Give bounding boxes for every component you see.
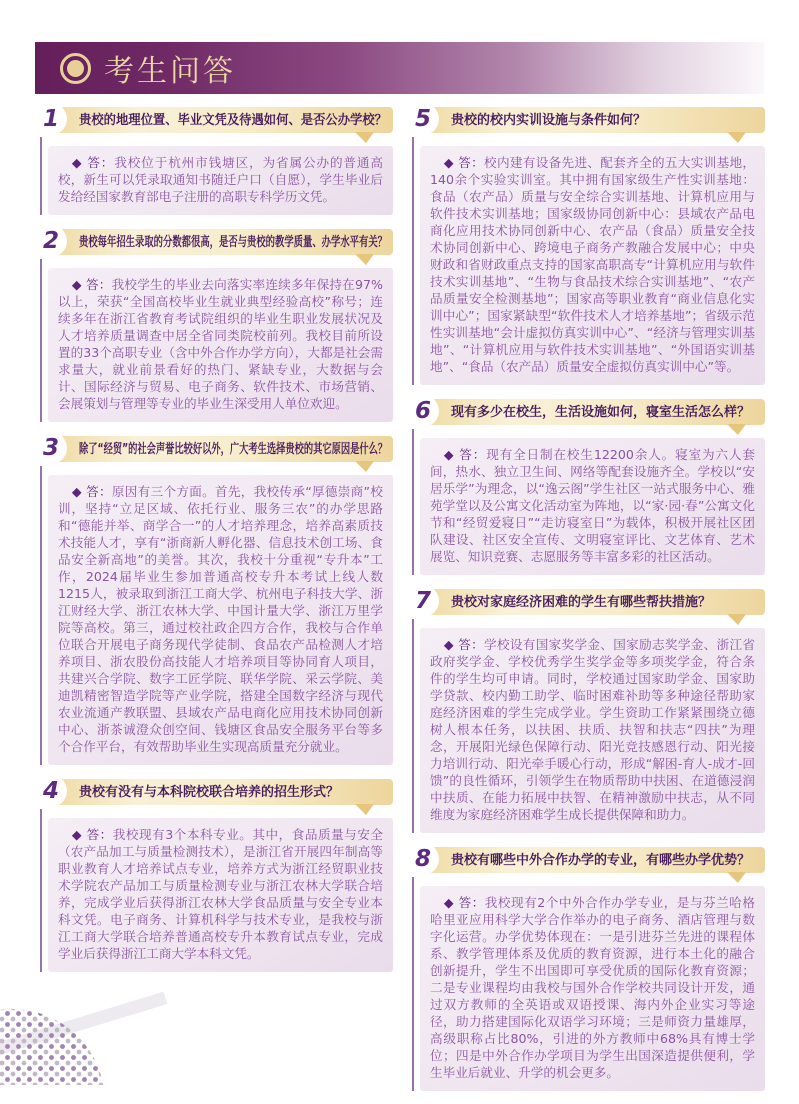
- answer-body: 我校现有2个中外合作办学专业，是与芬兰哈格哈里亚应用科学大学合作举办的电子商务、酒店管理与数字化运营。办学优势体现在：一是引进芬兰先进的课程体系、教学管理体系及优质的教育资源，进行本土化的融合创新提升，学生不出国即可享受优质的国际化教育资源；二是专业课程均由我校与国外合作学校共同设计开发，通过双方教师的全英语或双语授课、海内外企业实习等途径，助力搭建国际化双语学习环境；三是师资力量雄厚，高级职称占比80%，引进的外方教师中68%具有博士学位；四是中外合作办学项目为学生出国深造提供便利，学生毕业后就业、升学的机会更多。: [430, 895, 755, 1080]
- question-title: 贵校有没有与本科院校联合培养的招生形式？: [79, 785, 340, 800]
- speech-bubble-tail: [727, 424, 746, 435]
- answer-text: [58, 483, 383, 755]
- question-number-badge: 3: [35, 432, 67, 464]
- answer-text: [430, 154, 755, 375]
- question-title: 贵校有哪些中外合作办学的专业，有哪些办学优势？: [451, 853, 751, 868]
- answer-box: [48, 268, 393, 422]
- page-header-banner: [35, 42, 764, 94]
- qa-item-5: [407, 106, 765, 385]
- qa-column-right: [407, 106, 765, 1104]
- answer-box: [420, 628, 765, 833]
- answer-text: [430, 894, 755, 1081]
- question-title: 贵校每年招生录取的分数都很高，是否与贵校的教学质量、办学水平有关？: [79, 235, 388, 250]
- qa-item-1: [35, 106, 393, 215]
- qa-item-6: [407, 398, 765, 575]
- qa-item-2: [35, 228, 393, 422]
- answer-text: [58, 276, 383, 412]
- answer-accent-line: [412, 877, 414, 1091]
- qa-columns: [35, 106, 765, 1104]
- answer-prefix: ◆ 答：: [71, 827, 113, 842]
- speech-bubble-tail: [727, 872, 746, 883]
- bullseye-icon: [60, 53, 91, 84]
- answer-text: [430, 636, 755, 823]
- answer-body: 学校设有国家奖学金、国家励志奖学金、浙江省政府奖学金、学校优秀学生奖学金等多项奖学金，符合条件的学生均可申请。同时，学校通过国家助学金、国家助学贷款、校内勤工助学、临时困难补助等多种途径帮助家庭经济困难的学生完成学业。学生资助工作紧紧围绕立德树人根本任务，以扶困、扶质、扶智和扶志“四扶”为理念，开展阳光绿色保障行动、阳光竞技感恩行动、阳光接力培训行动、阳光牵手暖心行动，形成“解困-育人-成才-回馈”的良性循环，引领学生在物质帮助中扶困、在道德浸润中扶质、在能力拓展中扶智、在精神激励中扶志，从不同维度为家庭经济困难学生成长提供保障和助力。: [430, 637, 755, 822]
- answer-body: 我校位于杭州市钱塘区，为省属公办的普通高校，新生可以凭录取通知书随迁户口（自愿），学生毕业后发给经国家教育部电子注册的高职专科学历文凭。: [58, 155, 383, 204]
- answer-section: [39, 475, 393, 765]
- answer-box: [48, 475, 393, 765]
- qa-item-7: [407, 588, 765, 833]
- question-number-badge: 7: [407, 585, 439, 617]
- question-header: [35, 778, 393, 806]
- answer-section: [411, 146, 765, 385]
- speech-bubble-tail: [355, 804, 374, 815]
- answer-accent-line: [412, 429, 414, 575]
- answer-body: 原因有三个方面。首先，我校传承“厚德崇商”校训，坚持“立足区域、依托行业、服务三农”的办学思路和“德能并举、商学合一”的人才培养理念，培养高素质技术技能人才，享有“浙商新人孵化器、信息技术创工场、食品安全新高地”的美誉。其次，我校十分重视“专升本”工作，2024届毕业生参加普通高校专升本考试上线人数1215人，被录取到浙江工商大学、杭州电子科技大学、浙江财经大学、浙江农林大学、中国计量大学、浙江万里学院等高校。第三，通过校社政企四方合作，我校与合作单位联合开展电子商务现代学徒制、食品农产品检测人才培养项目、浙农股份高技能人才培养项目等协同育人项目，共建兴合学院、数字工匠学院、联华学院、采云学院、美迪凯精密智造学院等产业学院，搭建全国数字经济与现代农业流通产教联盟、县域农产品电商化应用技术协同创新中心、浙茶诚澄众创空间、钱塘区食品安全服务平台等多个合作平台，有效帮助毕业生实现高质量充分就业。: [58, 484, 383, 754]
- answer-prefix: ◆ 答：: [443, 155, 485, 170]
- qa-column-left: [35, 106, 393, 1104]
- answer-accent-line: [40, 137, 42, 215]
- answer-accent-line: [412, 137, 414, 385]
- question-number-badge: 6: [407, 395, 439, 427]
- question-header: [35, 435, 393, 463]
- answer-prefix: ◆ 答：: [443, 895, 485, 910]
- speech-bubble-tail: [727, 614, 746, 625]
- answer-text: [58, 826, 383, 962]
- answer-section: [39, 818, 393, 972]
- answer-box: [420, 146, 765, 385]
- question-number-badge: 5: [407, 103, 439, 135]
- question-number-badge: 1: [35, 103, 67, 135]
- speech-bubble-tail: [355, 254, 374, 265]
- question-title: 贵校对家庭经济困难的学生有哪些帮扶措施？: [451, 595, 712, 610]
- answer-section: [39, 146, 393, 215]
- question-header: [35, 106, 393, 134]
- bullseye-icon-dot: [67, 60, 84, 77]
- question-number-badge: 8: [407, 843, 439, 875]
- answer-text: [58, 154, 383, 205]
- answer-body: 现有全日制在校生12200余人。寝室为六人套间，热水、独立卫生间、网络等配套设施齐全。学校以“安居乐学”为理念，以“逸云阁”学生社区一站式服务中心、雅苑学堂以及公寓文化活动室为阵地，以“家·园·春”公寓文化节和“经贸爱寝日”“走访寝室日”为载体，积极开展社区团队建设、社区安全宣传、文明寝室评比、文艺体育、艺术展览、知识竞赛、志愿服务等丰富多彩的社区活动。: [430, 447, 755, 564]
- question-number-badge: 2: [35, 225, 67, 257]
- answer-box: [48, 818, 393, 972]
- answer-section: [411, 628, 765, 833]
- answer-prefix: ◆ 答：: [71, 155, 115, 170]
- answer-body: 我校学生的毕业去向落实率连续多年保持在97%以上，荣获“全国高校毕业生就业典型经验高校”称号；连续多年在浙江省教育考试院组织的毕业生职业发展状况及人才培养质量调查中居全省同类院校前列。我校目前所设置的33个高职专业（含中外合作办学方向），大都是社会需求量大，就业前景看好的热门、紧缺专业，大数据与会计、国际经济与贸易、电子商务、软件技术、市场营销、会展策划与管理等专业的毕业生深受用人单位欢迎。: [58, 277, 383, 411]
- speech-bubble-tail: [355, 461, 374, 472]
- answer-section: [411, 886, 765, 1091]
- question-title: 贵校的校内实训设施与条件如何？: [451, 113, 647, 128]
- answer-accent-line: [40, 259, 42, 422]
- answer-box: [48, 146, 393, 215]
- question-header: [35, 228, 393, 256]
- question-title: 除了“经贸”的社会声誉比较好以外，广大考生选择贵校的其它原因是什么？: [79, 442, 388, 457]
- answer-box: [420, 886, 765, 1091]
- question-title: 现有多少在校生，生活设施如何，寝室生活怎么样？: [451, 405, 751, 420]
- speech-bubble-tail: [727, 132, 746, 143]
- qa-item-8: [407, 846, 765, 1091]
- question-title: 贵校的地理位置、毕业文凭及待遇如何、是否公办学校？: [79, 113, 388, 128]
- answer-prefix: ◆ 答：: [71, 484, 112, 499]
- answer-section: [39, 268, 393, 422]
- qa-item-4: [35, 778, 393, 972]
- question-header: [407, 846, 765, 874]
- answer-box: [420, 438, 765, 575]
- answer-body: 我校现有3个本科专业。其中，食品质量与安全（农产品加工与质量检测技术），是浙江省开展四年制高等职业教育人才培养试点专业，培养方式为浙江经贸职业技术学院农产品加工与质量检测专业与浙江农林大学联合培养，完成学业后获得浙江农林大学食品质量与安全专业本科文凭。电子商务、计算机科学与技术专业，是我校与浙江工商大学联合培养普通高校专升本教育试点专业，完成学业后获得浙江工商大学本科文凭。: [58, 827, 383, 961]
- answer-accent-line: [40, 809, 42, 972]
- question-header: [407, 106, 765, 134]
- answer-prefix: ◆ 答：: [443, 447, 487, 462]
- qa-item-3: [35, 435, 393, 765]
- question-header: [407, 588, 765, 616]
- answer-accent-line: [412, 619, 414, 833]
- page-title: 考生问答: [104, 54, 236, 89]
- answer-accent-line: [40, 466, 42, 765]
- answer-prefix: ◆ 答：: [71, 277, 112, 292]
- answer-body: 校内建有设备先进、配套齐全的五大实训基地，140余个实验实训室。其中拥有国家级生产性实训基地：食品（农产品）质量与安全综合实训基地、计算机应用与软件技术实训基地；国家级协同创新中心：县域农产品电商化应用技术协同创新中心、农产品（食品）质量安全技术协同创新中心、跨境电子商务产教融合发展中心；中央财政和省财政重点支持的国家高职高专“计算机应用与软件技术实训基地”、“生物与食品技术综合实训基地”、“农产品质量安全检测基地”；国家高等职业教育“商业信息化实训中心”；国家紧缺型“软件技术人才培养基地”；省级示范性实训基地“会计虚拟仿真实训中心”、“经济与管理实训基地”、“计算机应用与软件技术实训基地”、“外国语实训基地”、“食品（农产品）质量安全虚拟仿真实训中心”等。: [430, 155, 755, 374]
- speech-bubble-tail: [355, 132, 374, 143]
- answer-text: [430, 446, 755, 565]
- question-number-badge: 4: [35, 775, 67, 807]
- question-header: [407, 398, 765, 426]
- answer-prefix: ◆ 答：: [443, 637, 485, 652]
- answer-section: [411, 438, 765, 575]
